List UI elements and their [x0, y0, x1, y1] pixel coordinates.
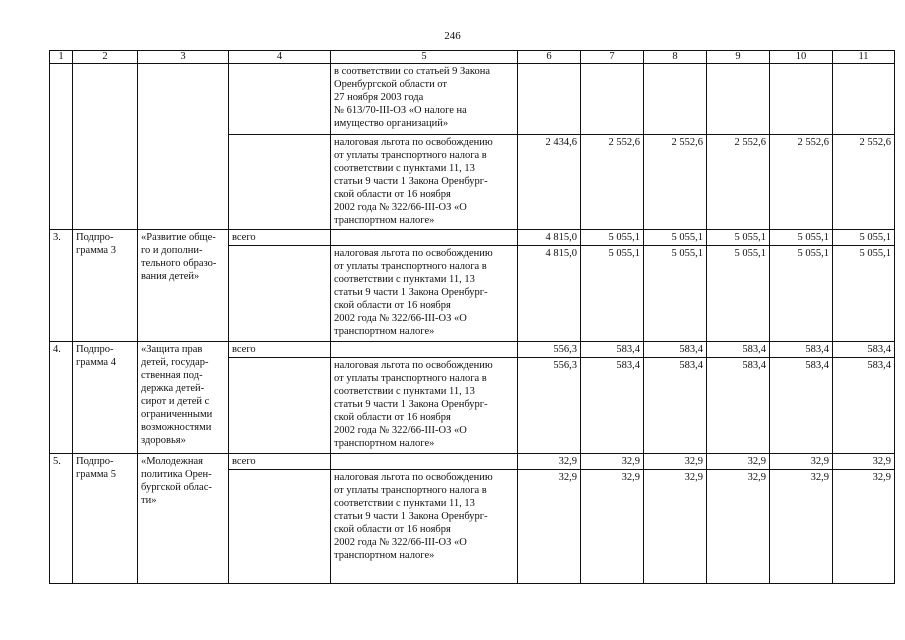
description-cell: в соответствии со статьей 9 Закона Оренбургской области от 27 ноября 2003 года № 613/70-III-ОЗ «О налоге на имущество организаций»: [331, 64, 518, 135]
column-header-6: 6: [518, 51, 581, 64]
program-cell: Подпро- грамма 3: [73, 230, 138, 342]
value-cell-col7: [581, 64, 644, 135]
value-cell-col11: 5 055,1: [833, 246, 895, 342]
value-cell-col6: 2 434,6: [518, 135, 581, 230]
table-row: [50, 64, 895, 135]
value-cell-col10: 5 055,1: [770, 246, 833, 342]
value-cell-col6: 556,3: [518, 342, 581, 358]
description-cell: [331, 454, 518, 470]
value-cell-col10: 5 055,1: [770, 230, 833, 246]
column-header-1: 1: [50, 51, 73, 64]
column-header-10: 10: [770, 51, 833, 64]
row-number-cell: 5.: [50, 454, 73, 584]
value-cell-col10: 583,4: [770, 358, 833, 454]
value-cell-col9: [707, 64, 770, 135]
description-cell: налоговая льгота по освобождению от уплаты транспортного налога в соответствии с пунктами 11, 13 статьи 9 части 1 Закона Оренбург- ской области от 16 ноября 2002 года № 322/66-III-ОЗ «О транспортном налоге»: [331, 135, 518, 230]
table-body: [50, 64, 895, 584]
source-cell: всего: [229, 230, 331, 246]
row-number-cell: 3.: [50, 230, 73, 342]
value-cell-col11: 583,4: [833, 358, 895, 454]
value-cell-col7: 5 055,1: [581, 246, 644, 342]
value-cell-col8: 5 055,1: [644, 246, 707, 342]
program-cell: [73, 135, 138, 230]
program-name-cell: [138, 135, 229, 230]
table-header: [50, 51, 895, 64]
program-name-cell: [138, 64, 229, 135]
value-cell-col9: 583,4: [707, 358, 770, 454]
column-header-7: 7: [581, 51, 644, 64]
value-cell-col9: 2 552,6: [707, 135, 770, 230]
row-number-cell: [50, 135, 73, 230]
value-cell-col9: 583,4: [707, 342, 770, 358]
value-cell-col8: 5 055,1: [644, 230, 707, 246]
description-cell: [331, 342, 518, 358]
column-header-5: 5: [331, 51, 518, 64]
column-header-9: 9: [707, 51, 770, 64]
value-cell-col10: 2 552,6: [770, 135, 833, 230]
program-cell: [73, 64, 138, 135]
row-number-cell: [50, 64, 73, 135]
row-number-cell: 4.: [50, 342, 73, 454]
value-cell-col9: 32,9: [707, 470, 770, 584]
value-cell-col6: 32,9: [518, 454, 581, 470]
value-cell-col6: 32,9: [518, 470, 581, 584]
value-cell-col6: 4 815,0: [518, 230, 581, 246]
program-name-cell: «Молодежная политика Орен- бургской облас- ти»: [138, 454, 229, 584]
table-row: [50, 230, 895, 246]
column-header-8: 8: [644, 51, 707, 64]
column-header-2: 2: [73, 51, 138, 64]
source-cell: [229, 246, 331, 342]
value-cell-col6: 556,3: [518, 358, 581, 454]
table-row: [50, 342, 895, 358]
value-cell-col6: 4 815,0: [518, 246, 581, 342]
value-cell-col6: [518, 64, 581, 135]
budget-table: [49, 50, 895, 584]
value-cell-col11: 32,9: [833, 454, 895, 470]
program-cell: Подпро- грамма 4: [73, 342, 138, 454]
value-cell-col7: 32,9: [581, 470, 644, 584]
value-cell-col7: 2 552,6: [581, 135, 644, 230]
value-cell-col11: 5 055,1: [833, 230, 895, 246]
source-cell: всего: [229, 342, 331, 358]
value-cell-col11: 32,9: [833, 470, 895, 584]
value-cell-col8: 32,9: [644, 454, 707, 470]
column-header-11: 11: [833, 51, 895, 64]
value-cell-col8: 583,4: [644, 342, 707, 358]
value-cell-col7: 32,9: [581, 454, 644, 470]
program-name-cell: «Развитие обще- го и дополни- тельного образо- вания детей»: [138, 230, 229, 342]
table-row: [50, 135, 895, 230]
value-cell-col9: 32,9: [707, 454, 770, 470]
description-cell: [331, 230, 518, 246]
description-cell: налоговая льгота по освобождению от уплаты транспортного налога в соответствии с пунктами 11, 13 статьи 9 части 1 Закона Оренбург- ской области от 16 ноября 2002 года № 322/66-III-ОЗ «О транспортном налоге»: [331, 358, 518, 454]
value-cell-col8: 583,4: [644, 358, 707, 454]
header-row: [50, 51, 895, 64]
value-cell-col9: 5 055,1: [707, 230, 770, 246]
value-cell-col8: [644, 64, 707, 135]
source-cell: [229, 135, 331, 230]
value-cell-col8: 32,9: [644, 470, 707, 584]
column-header-3: 3: [138, 51, 229, 64]
value-cell-col7: 583,4: [581, 358, 644, 454]
column-header-4: 4: [229, 51, 331, 64]
description-cell: налоговая льгота по освобождению от уплаты транспортного налога в соответствии с пунктами 11, 13 статьи 9 части 1 Закона Оренбург- ской области от 16 ноября 2002 года № 322/66-III-ОЗ «О транспортном налоге»: [331, 246, 518, 342]
value-cell-col10: 32,9: [770, 454, 833, 470]
value-cell-col8: 2 552,6: [644, 135, 707, 230]
value-cell-col11: 2 552,6: [833, 135, 895, 230]
value-cell-col11: 583,4: [833, 342, 895, 358]
source-cell: [229, 470, 331, 584]
value-cell-col9: 5 055,1: [707, 246, 770, 342]
value-cell-col10: 583,4: [770, 342, 833, 358]
value-cell-col7: 5 055,1: [581, 230, 644, 246]
program-name-cell: «Защита прав детей, государ- ственная под- держка детей- сирот и детей с ограниченными возможностями здоровья»: [138, 342, 229, 454]
table-row: [50, 454, 895, 470]
program-cell: Подпро- грамма 5: [73, 454, 138, 584]
value-cell-col10: [770, 64, 833, 135]
source-cell: [229, 64, 331, 135]
value-cell-col7: 583,4: [581, 342, 644, 358]
source-cell: всего: [229, 454, 331, 470]
page-number: 246: [444, 30, 461, 42]
description-cell: налоговая льгота по освобождению от уплаты транспортного налога в соответствии с пунктами 11, 13 статьи 9 части 1 Закона Оренбург- ской области от 16 ноября 2002 года № 322/66-III-ОЗ «О транспортном налоге»: [331, 470, 518, 584]
source-cell: [229, 358, 331, 454]
value-cell-col11: [833, 64, 895, 135]
value-cell-col10: 32,9: [770, 470, 833, 584]
